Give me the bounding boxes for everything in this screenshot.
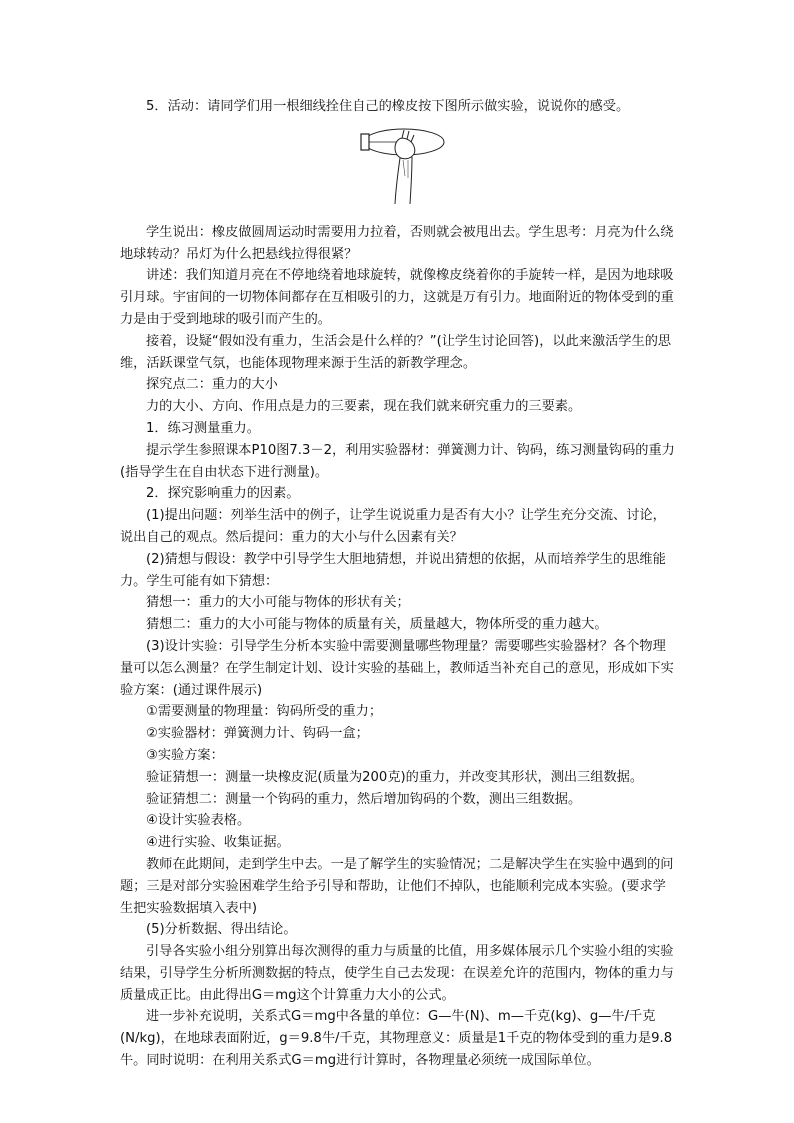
measure-gravity-paragraph: 提示学生参照课本P10图7.3－2，利用实验器材：弹簧测力计、钩码，练习测量钩码的重力(指导学生在自由状态下进行测量)。 bbox=[120, 442, 675, 480]
document-page bbox=[120, 96, 676, 1072]
lecture-paragraph: 讲述：我们知道月亮在不停地绕着地球旋转，就像橡皮绕着你的手旋转一样，是因为地球吸引月球。宇宙间的一切物体间都存在互相吸引的力，这就是万有引力。地面附近的物体受到的重力是由于受到地球的吸引而产生的。 bbox=[120, 268, 674, 327]
step-2-heading: 2．探究影响重力的因素。 bbox=[146, 486, 300, 502]
hand-swinging-eraser-illustration bbox=[358, 120, 458, 216]
units-explanation-paragraph: 进一步补充说明，关系式G＝mg中各量的单位：G—牛(N)、m—千克(kg)、g—牛/千克(N/kg)，在地球表面附近，g＝9.8牛/千克，其物理意义：质量是1千克的物体受到的重力是9.8牛。同时说明：在利用关系式G＝mg进行计算时，各物理量必须统一成国际单位。 bbox=[120, 1009, 673, 1069]
plan-item-1: ①需要测量的物理量：钩码所受的重力； bbox=[146, 704, 383, 720]
three-elements-paragraph: 力的大小、方向、作用点是力的三要素，现在我们就来研究重力的三要素。 bbox=[146, 399, 582, 415]
teacher-guidance-paragraph: 教师在此期间，走到学生中去。一是了解学生的实验情况；二是解决学生在实验中遇到的问题；三是对部分实验困难学生给予引导和帮助，让他们不掉队，也能顺利完成本实验。(要求学生把实验数据填入表中) bbox=[120, 856, 674, 916]
analysis-paragraph: 引导各实验小组分别算出每次测得的重力与质量的比值，用多媒体展示几个实验小组的实验结果，引导学生分析所测数据的特点，使学生自己去发现：在误差允许的范围内，物体的重力与质量成正比。由此得出G＝mg这个计算重力大小的公式。 bbox=[120, 944, 674, 1003]
plan-item-4: ④设计实验表格。 bbox=[146, 813, 251, 829]
step-1-heading: 1．练习测量重力。 bbox=[146, 420, 260, 436]
plan-item-2: ②实验器材：弹簧测力计、钩码一盒； bbox=[146, 726, 369, 742]
eraser-experiment-figure bbox=[120, 120, 676, 216]
verify-hypothesis-1: 验证猜想一：测量一块橡皮泥(质量为200克)的重力，并改变其形状，测出三组数据。 bbox=[146, 769, 644, 785]
student-response-paragraph: 学生说出：橡皮做圆周运动时需要用力拉着，否则就会被甩出去。学生思考：月亮为什么绕地球转动？吊灯为什么把悬线拉得很紧？ bbox=[120, 224, 674, 262]
hypothetical-question-paragraph: 接着，设疑“假如没有重力，生活会是什么样的？”(让学生讨论回答)，以此来激活学生的思维，活跃课堂气氛，也能体现物理来源于生活的新教学理念。 bbox=[120, 333, 672, 371]
hypothesis-2: 猜想二：重力的大小可能与物体的质量有关，质量越大，物体所受的重力越大。 bbox=[146, 617, 608, 633]
conduct-experiment-heading: ④进行实验、收集证据。 bbox=[146, 835, 290, 851]
section-heading: 探究点二：重力的大小 bbox=[146, 377, 278, 393]
hypothesis-paragraph: (2)猜想与假设：教学中引导学生大胆地猜想，并说出猜想的依据，从而培养学生的思维能力。学生可能有如下猜想： bbox=[120, 551, 666, 589]
verify-hypothesis-2: 验证猜想二：测量一个钩码的重力，然后增加钩码的个数，测出三组数据。 bbox=[146, 791, 582, 807]
analyze-data-heading: (5)分析数据、得出结论。 bbox=[146, 922, 297, 938]
design-experiment-paragraph: (3)设计实验：引导学生分析本实验中需要测量哪些物理量？需要哪些实验器材？各个物理量可以怎么测量？在学生制定计划、设计实验的基础上，教师适当补充自己的意见，形成如下实验方案：(通过课件展示) bbox=[120, 638, 674, 698]
hypothesis-1: 猜想一：重力的大小可能与物体的形状有关； bbox=[146, 595, 410, 611]
plan-item-3: ③实验方案： bbox=[146, 747, 224, 763]
activity-paragraph: 5．活动：请同学们用一根细线拴住自己的橡皮按下图所示做实验，说说你的感受。 bbox=[146, 99, 630, 114]
question-paragraph: (1)提出问题：列举生活中的例子，让学生说说重力是否有大小？让学生充分交流、讨论，说出自己的观点。然后提问：重力的大小与什么因素有关？ bbox=[120, 508, 666, 545]
